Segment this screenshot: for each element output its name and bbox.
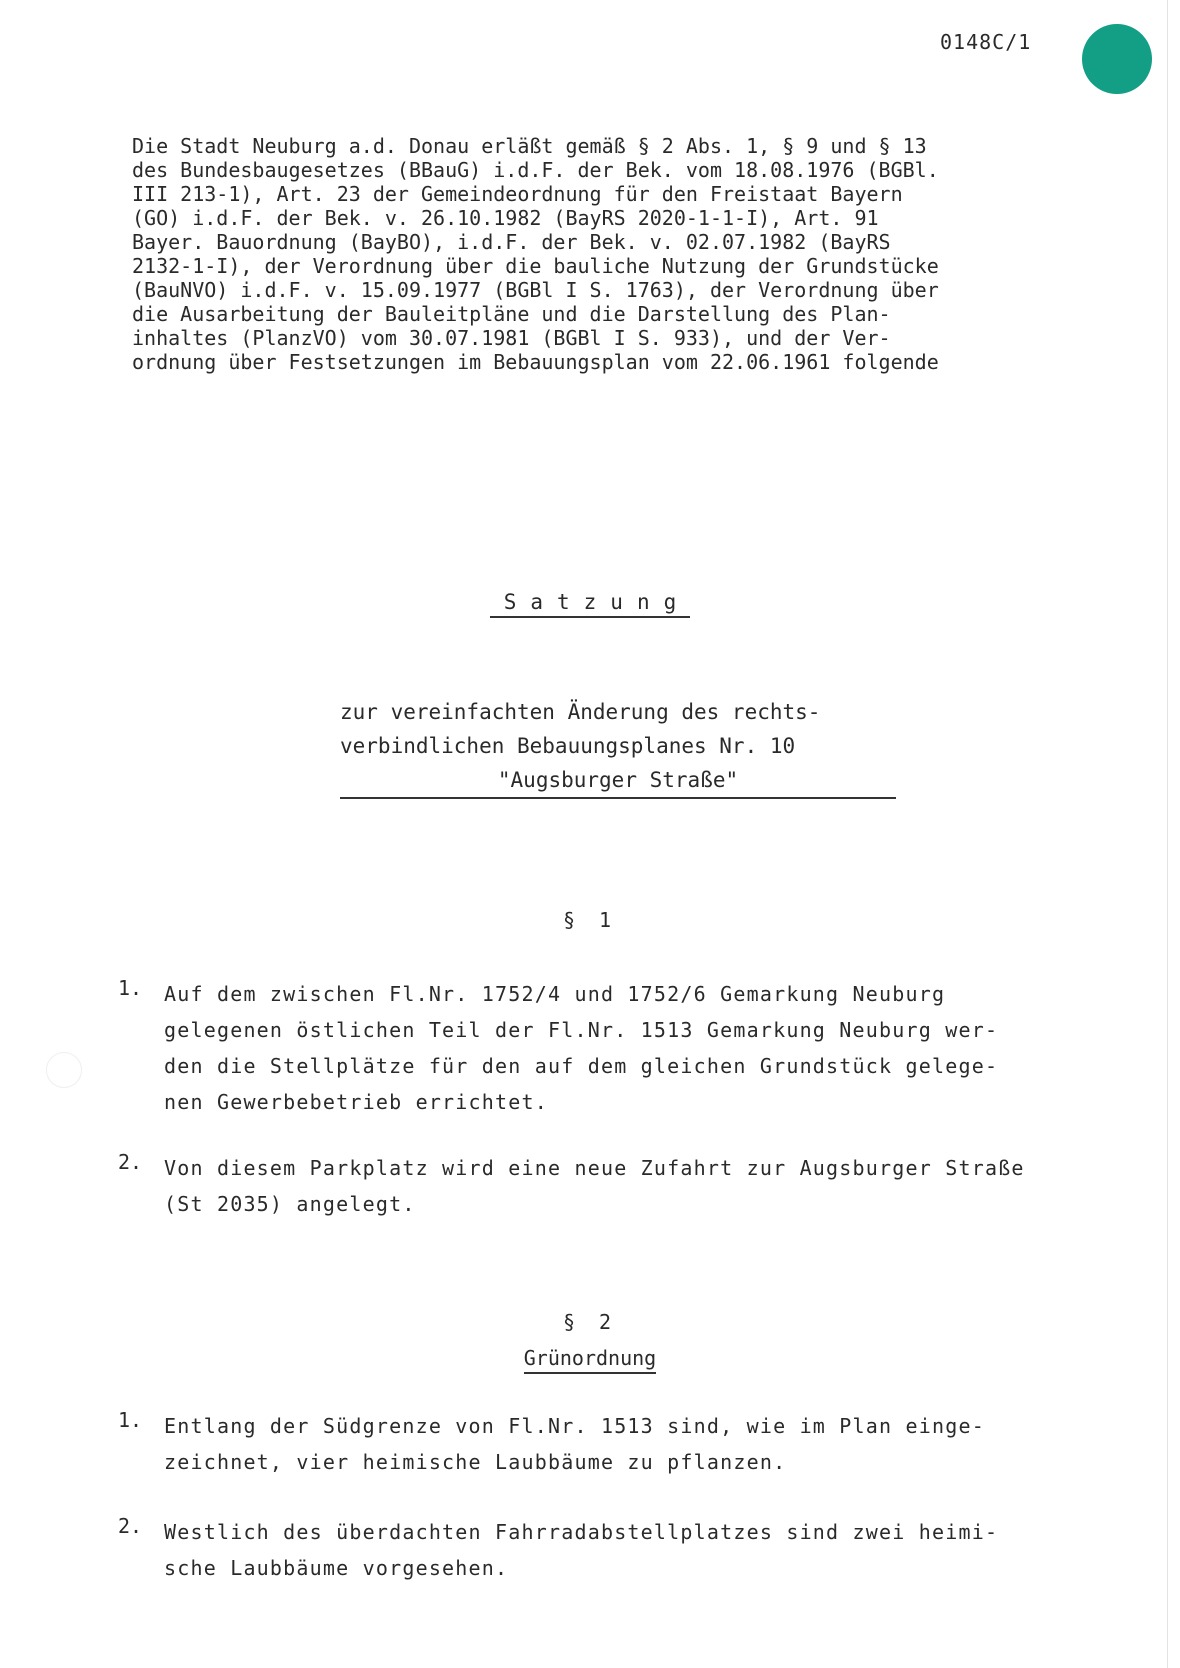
- preamble-line: Bayer. Bauordnung (BayBO), i.d.F. der Bek. v. 02.07.1982 (BayRS: [132, 230, 891, 254]
- item-number: 1.: [118, 1408, 143, 1432]
- item-line: Westlich des überdachten Fahrradabstellplatzes sind zwei heimi-: [164, 1520, 999, 1544]
- item-text: [164, 976, 1118, 1120]
- section-1-item-1: [118, 976, 1118, 1120]
- item-line: gelegenen östlichen Teil der Fl.Nr. 1513 Gemarkung Neuburg wer-: [164, 1018, 999, 1042]
- section-2-item-2: [118, 1514, 1118, 1586]
- item-line: den die Stellplätze für den auf dem gleichen Grundstück gelege-: [164, 1054, 999, 1078]
- item-line: nen Gewerbebetrieb errichtet.: [164, 1090, 548, 1114]
- section-2-label: § 2: [562, 1310, 618, 1334]
- item-text: [164, 1514, 1118, 1586]
- preamble-line: (GO) i.d.F. der Bek. v. 26.10.1982 (BayRS 2020-1-1-I), Art. 91: [132, 206, 879, 230]
- item-line: Auf dem zwischen Fl.Nr. 1752/4 und 1752/6 Gemarkung Neuburg: [164, 982, 946, 1006]
- preamble-line: des Bundesbaugesetzes (BBauG) i.d.F. der Bek. vom 18.08.1976 (BGBl.: [132, 158, 939, 182]
- item-text: [164, 1150, 1118, 1222]
- preamble-line: die Ausarbeitung der Bauleitpläne und die Darstellung des Plan-: [132, 302, 891, 326]
- preamble-line: Die Stadt Neuburg a.d. Donau erläßt gemäß § 2 Abs. 1, § 9 und § 13: [132, 134, 927, 158]
- subtitle-plan-name: "Augsburger Straße": [340, 763, 896, 799]
- item-text: [164, 1408, 1118, 1480]
- document-subtitle: [340, 695, 896, 799]
- preamble-line: (BauNVO) i.d.F. v. 15.09.1977 (BGBl I S. 1763), der Verordnung über: [132, 278, 939, 302]
- document-number: 0148C/1: [940, 30, 1032, 54]
- preamble-line: ordnung über Festsetzungen im Bebauungsplan vom 22.06.1961 folgende: [132, 350, 939, 374]
- item-line: zeichnet, vier heimische Laubbäume zu pflanzen.: [164, 1450, 787, 1474]
- subtitle-line: verbindlichen Bebauungsplanes Nr. 10: [340, 734, 796, 758]
- subtitle-line: zur vereinfachten Änderung des rechts-: [340, 700, 821, 724]
- item-number: 1.: [118, 976, 143, 1000]
- page-edge: [1167, 0, 1168, 1668]
- section-2-item-1: [118, 1408, 1118, 1480]
- section-2-heading: [0, 1346, 1180, 1370]
- section-1-label: § 1: [562, 908, 618, 932]
- section-1-item-2: [118, 1150, 1118, 1222]
- item-line: sche Laubbäume vorgesehen.: [164, 1556, 509, 1580]
- document-title: [0, 590, 1180, 618]
- item-number: 2.: [118, 1150, 143, 1174]
- document-title-text: Satzung: [490, 590, 691, 618]
- item-number: 2.: [118, 1514, 143, 1538]
- item-line: Entlang der Südgrenze von Fl.Nr. 1513 sind, wie im Plan einge-: [164, 1414, 985, 1438]
- preamble-line: III 213-1), Art. 23 der Gemeindeordnung für den Freistaat Bayern: [132, 182, 903, 206]
- preamble-line: inhaltes (PlanzVO) vom 30.07.1981 (BGBl I S. 933), und der Ver-: [132, 326, 891, 350]
- punch-hole-mark: [46, 1052, 82, 1088]
- preamble-line: 2132-1-I), der Verordnung über die bauliche Nutzung der Grundstücke: [132, 254, 939, 278]
- section-2-heading-text: Grünordnung: [524, 1346, 656, 1374]
- item-line: Von diesem Parkplatz wird eine neue Zufahrt zur Augsburger Straße: [164, 1156, 1025, 1180]
- item-line: (St 2035) angelegt.: [164, 1192, 416, 1216]
- green-marker-dot: [1082, 24, 1152, 94]
- preamble: [132, 134, 1112, 374]
